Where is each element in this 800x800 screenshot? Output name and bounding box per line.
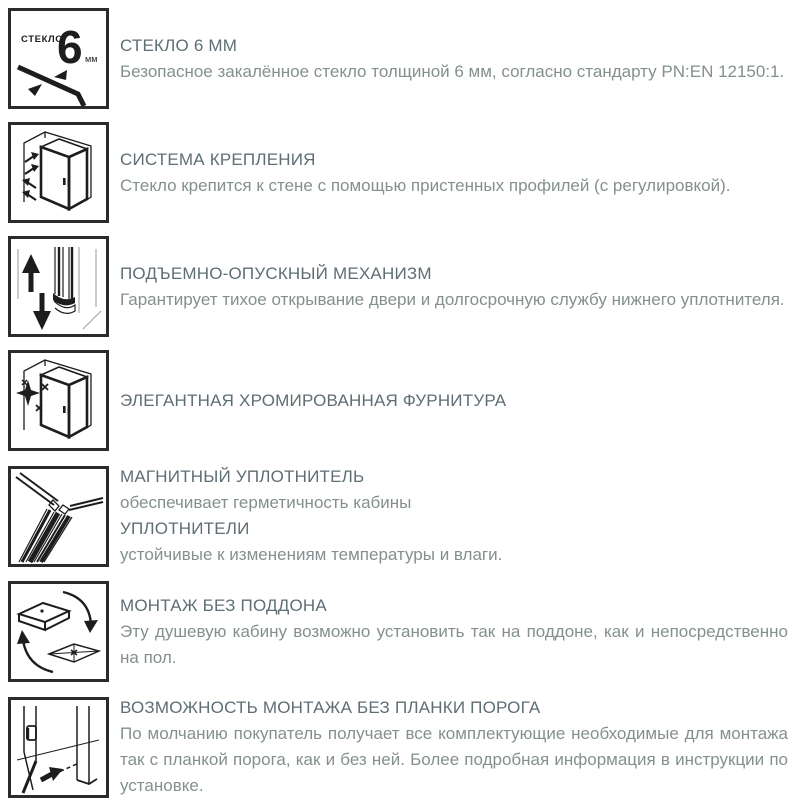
- feature-body: Стекло крепится к стене с помощью пристенных профилей (с регулировкой).: [120, 175, 731, 195]
- feature-row-chrome-hardware: [8, 350, 792, 451]
- feature-row-no-threshold: [8, 695, 792, 799]
- glass-icon-label: СТЕКЛО: [21, 34, 64, 45]
- feature-row-lift-mechanism: [8, 236, 792, 337]
- feature-body: По молчанию покупатель получает все комплектующие необходимые для монтажа так с планкой порога, как и без ней. Более подробная информация в инструкции по установке.: [120, 724, 788, 795]
- lift-lower-mechanism-icon: [8, 236, 109, 337]
- feature-body: Эту душевую кабину возможно установить так на поддоне, как и непосредственно на пол.: [120, 621, 788, 667]
- feature-heading: ЭЛЕГАНТНАЯ ХРОМИРОВАННАЯ ФУРНИТУРА: [120, 390, 507, 410]
- glass-6mm-icon: [8, 8, 109, 109]
- feature-heading: СИСТЕМА КРЕПЛЕНИЯ: [120, 149, 316, 169]
- feature-body: Безопасное закалённое стекло толщиной 6 мм, согласно стандарту PN:EN 12150:1.: [120, 61, 785, 81]
- no-threshold-strip-icon: [8, 697, 109, 798]
- glass-icon-unit: мм: [85, 54, 98, 64]
- feature-heading: ВОЗМОЖНОСТЬ МОНТАЖА БЕЗ ПЛАНКИ ПОРОГА: [120, 698, 541, 717]
- feature-body-secondary: устойчивые к изменениям температуры и влаги.: [120, 545, 503, 564]
- feature-row-no-tray: [8, 581, 792, 682]
- chrome-hardware-icon: [8, 350, 109, 451]
- feature-body: обеспечивает герметичность кабины: [120, 493, 412, 512]
- feature-row-mount-system: [8, 122, 792, 223]
- feature-heading: СТЕКЛО 6 ММ: [120, 35, 238, 55]
- feature-row-magnetic-seal: [8, 464, 792, 568]
- magnetic-seal-icon: [8, 466, 109, 567]
- wall-mount-system-icon: [8, 122, 109, 223]
- feature-heading: ПОДЪЕМНО-ОПУСКНЫЙ МЕХАНИЗМ: [120, 263, 432, 283]
- no-tray-install-icon: [8, 581, 109, 682]
- feature-heading-secondary: УПЛОТНИТЕЛИ: [120, 519, 250, 538]
- feature-body: Гарантирует тихое открывание двери и долгосрочную службу нижнего уплотнителя.: [120, 289, 785, 309]
- feature-heading: МАГНИТНЫЙ УПЛОТНИТЕЛЬ: [120, 467, 365, 486]
- feature-heading: МОНТАЖ БЕЗ ПОДДОНА: [120, 595, 327, 615]
- feature-row-glass-6mm: [8, 8, 792, 109]
- glass-icon-number: 6: [57, 21, 83, 73]
